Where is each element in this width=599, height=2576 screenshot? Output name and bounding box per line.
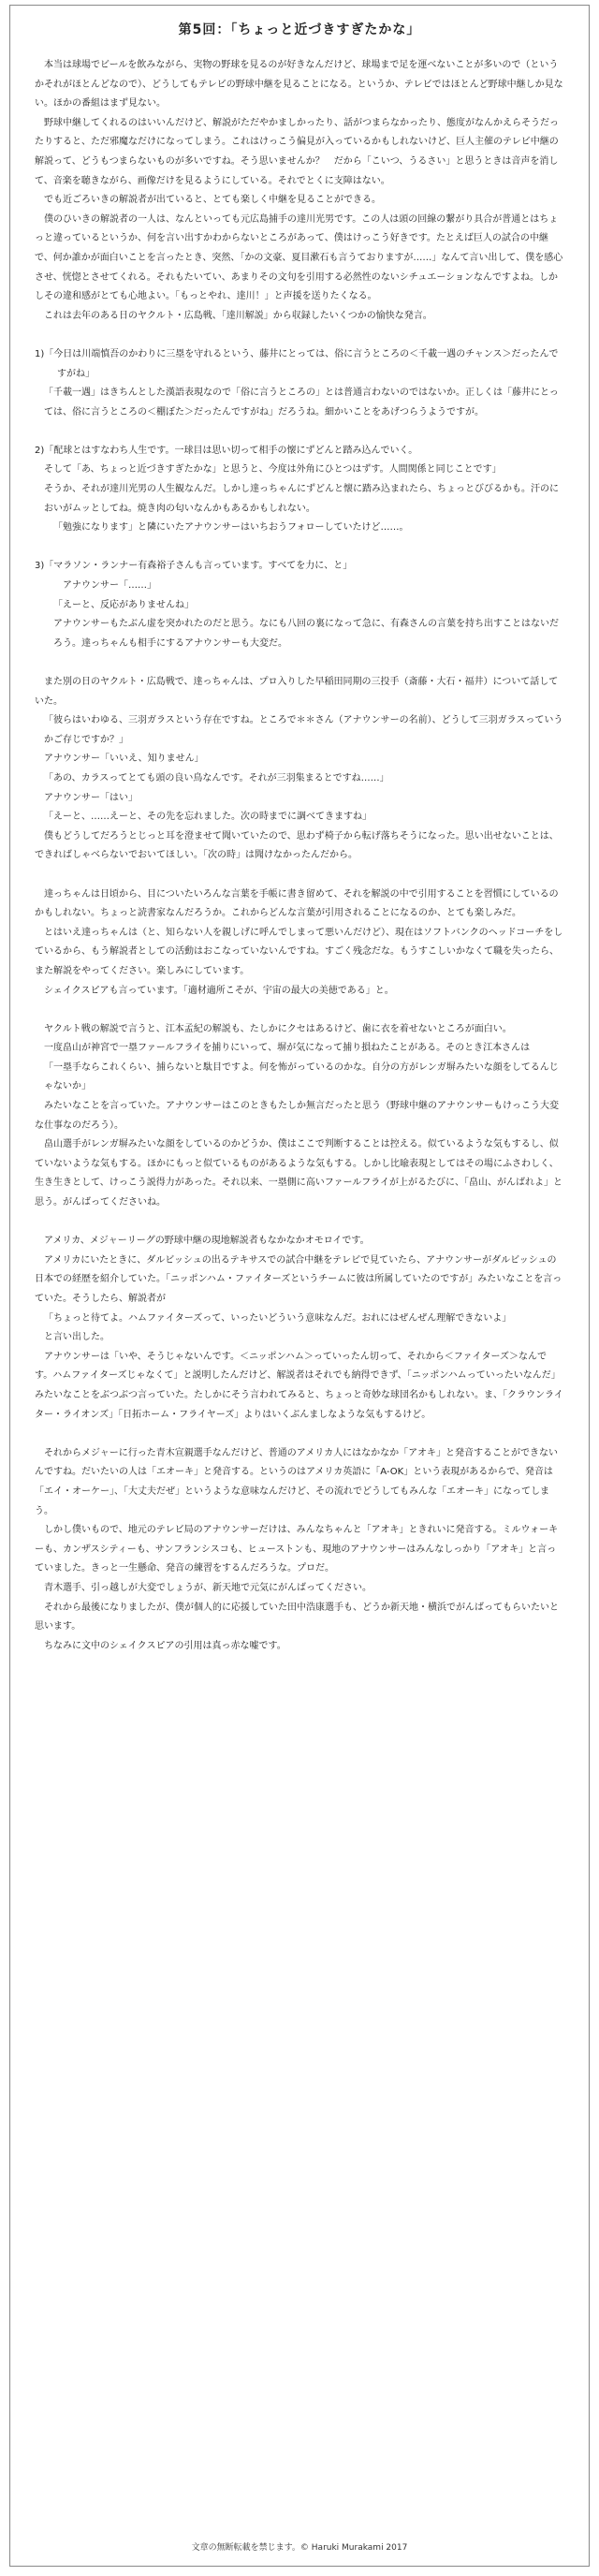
paragraph: 一度畠山が神宮で一塁ファールフライを捕りにいって、塀が気になって捕り損ねたことがある。そのとき江本さんは xyxy=(44,1043,531,1054)
quote-item-1: 1)「今日は川端慎吾のかわりに三塁を守れるという、藤井にとっては、俗に言うところの＜千載一遇のチャンス＞だったんですがね」 xyxy=(35,348,559,379)
paragraph: それから最後になりましたが、僕が個人的に応援していた田中浩康選手も、どうか新天地・横浜でがんばってもらいたいと思います。 xyxy=(35,1602,559,1632)
paragraph: アナウンサー「はい」 xyxy=(44,792,138,803)
spacer xyxy=(35,653,564,673)
article-page xyxy=(9,5,590,2567)
quote-item-2: 2)「配球とはすなわち人生です。一球目は思い切って相手の懐にずどんと踏み込んでいく。 xyxy=(35,445,418,456)
paragraph: しかし僕いもので、地元のテレビ局のアナウンサーだけは、みんなちゃんと「アオキ」ときれいに発音する。ミルウォーキーも、カンザスシティーも、サンフランシスコも、ヒューストンも、現地のアナウンサーはみんなしっかり「アオキ」と言っていました。きっと一生懸命、発音の練習をするんだろうな。プロだ。 xyxy=(35,1525,559,1574)
paragraph: 「千載一遇」はきちんとした漢語表現なので「俗に言うところの」とは普通言わないのではないか。正しくは「藤井にとっては、俗に言うところの＜棚ぼた＞だったんですがね」だろうね。細かいことをあげつらうようですが。 xyxy=(44,388,559,417)
spacer xyxy=(35,1425,564,1444)
paragraph: アメリカ、メジャーリーグの野球中継の現地解説者もなかなかオモロイです。 xyxy=(44,1236,370,1247)
paragraph: 「えーと、反応がありませんね」 xyxy=(53,599,194,610)
paragraph: と言い出した。 xyxy=(44,1332,110,1343)
paragraph: アナウンサーは「いや、そうじゃないんです。＜ニッポンハム＞っていったん切って、それから＜ファイターズ＞なんです。ハムファイターズじゃなくて」と説明したんだけど、解説者はそれでも納得できず、「ニッポンハムっていったいなんだ」みたいなことをぶつぶつ言っていた。たしかにそう言われてみると、ちょっと奇妙な球団名かもしれない。ま、「クラウンライター・ライオンズ」「日拓ホーム・フライヤーズ」よりはいくぶんましなような気もするけど。 xyxy=(35,1351,563,1420)
paragraph: 達っちゃんは日頃から、目についたいろんな言葉を手帳に書き留めて、それを解説の中で引用することを習慣にしているのかもしれない。ちょっと読書家なんだろうか。これからどんな言葉が引用されることになるのか、とても楽しみだ。 xyxy=(35,888,559,919)
copyright-notice: 文章の無断転載を禁じます。© Haruki Murakami 2017 xyxy=(191,2543,408,2553)
paragraph: それからメジャーに行った青木宣親選手なんだけど、普通のアメリカ人にはなかなか「アオキ」と発音することができないんですね。だいたいの人は「エオーキ」と発音する。というのはアメリカ英語に「A-OK」という表現があるからで、発音は「エイ・オーケー」、「大丈夫だぜ」というような意味なんだけど、その流れでどうしてもみんな「エオーキ」になってしまう。 xyxy=(35,1447,558,1516)
paragraph: 野球中継してくれるのはいいんだけど、解説がただやかましかったり、話がつまらなかったり、態度がなんかえらそうだったりすると、ただ邪魔なだけになってしまう。これはけっこう偏見が入っているかもしれないけど、巨人主催のテレビ中継の解説って、どうもつまらないものが多いですね。そう思いませんか？ だから「こいつ、うるさい」と思うときは音声を消して、音楽を聴きながら、画像だけを見るようにしている。それでとくに支障はない。 xyxy=(35,117,559,186)
paragraph: 「勉強になります」と隣にいたアナウンサーはいちおうフォローしていたけど……。 xyxy=(53,522,409,534)
paragraph: 僕もどうしてだろうとじっと耳を澄ませて聞いていたので、思わず椅子から転げ落ちそうになった。思い出せないことは、できればしゃべらないでおいてほしい。「次の時」は聞けなかったんだから。 xyxy=(35,830,559,861)
paragraph: また別の日のヤクルト・広島戦で、達っちゃんは、プロ入りした早稲田同期の三投手（斎藤・大石・福井）について話していた。 xyxy=(35,677,559,707)
paragraph: そうか、それが達川光男の人生観なんだ。しかし達っちゃんにずどんと懐に踏み込まれたら、ちょっとびびるかも。汗のにおいがムッとしてね。焼き肉の匂いなんかもあるかもしれない。 xyxy=(44,484,559,514)
spacer xyxy=(35,1213,564,1233)
spacer xyxy=(35,538,564,558)
paragraph: アメリカにいたときに、ダルビッシュの出るテキサスでの試合中継をテレビで見ていたら、アナウンサーがダルビッシュの日本での経歴を紹介していた。「ニッポンハム・ファイターズというチームに彼は所属していたのですが」みたいなことを言っていた。そうしたら、解説者が xyxy=(35,1254,562,1304)
paragraph: みたいなことを言っていた。アナウンサーはこのときもたしか無言だったと思う（野球中継のアナウンサーもけっこう大変な仕事なのだろう）。 xyxy=(35,1101,559,1131)
spacer xyxy=(35,326,564,345)
spacer xyxy=(35,1001,564,1020)
paragraph: アナウンサー「……」 xyxy=(63,580,156,592)
paragraph: そして「あ、ちょっと近づきすぎたかな」と思うと、今度は外角にひとつはずす。人間関係と同じことです」 xyxy=(44,464,502,476)
paragraph: 「彼らはいわゆる、三羽ガラスという存在ですね。ところで＊＊さん（アナウンサーの名前）、どうして三羽ガラスっていうかご存じですか？」 xyxy=(44,715,563,745)
paragraph: アナウンサー「いいえ、知りません」 xyxy=(44,754,204,765)
paragraph: 「ちょっと待てよ。ハムファイターズって、いったいどういう意味なんだ。おれにはぜんぜん理解できないよ」 xyxy=(44,1312,512,1324)
paragraph: 「あの、カラスってとても頭の良い鳥なんです。それが三羽集まるとですね……」 xyxy=(44,772,389,783)
spacer xyxy=(35,422,564,442)
paragraph: 「一塁手ならこれくらい、捕らないと駄目ですよ。何を怖がっているのかな。自分の方がレンガ塀みたいな顔をしてるんじゃないか」 xyxy=(44,1061,559,1092)
quote-item-3: 3)「マラソン・ランナー有森裕子さんも言っています。すべてを力に、と」 xyxy=(35,561,353,572)
paragraph: 本当は球場でビールを飲みながら、実物の野球を見るのが好きなんだけど、球場まで足を運べないことが多いので（というかそれがほとんどなので）、どうしてもテレビの野球中継を見ることになる。というか、テレビではほとんど野球中継しか見ない。ほかの番組はまず見ない。 xyxy=(35,60,563,110)
paragraph: ちなみに文中のシェイクスピアの引用は真っ赤な嘘です。 xyxy=(44,1640,286,1651)
paragraph: これは去年のある日のヤクルト・広島戦、「達川解説」から収録したいくつかの愉快な発言。 xyxy=(44,310,432,321)
paragraph: 「えーと、……えーと、その先を忘れました。次の時までに調べてきますね」 xyxy=(44,812,372,823)
paragraph: シェイクスピアも言っています。「適材適所こそが、宇宙の最大の美徳である」と。 xyxy=(44,985,394,996)
spacer xyxy=(35,866,564,886)
article-body xyxy=(35,56,564,1656)
article-title: 第5回：「ちょっと近づきすぎたかな」 xyxy=(178,22,421,37)
paragraph: アナウンサーもたぶん虚を突かれたのだと思う。なにも八回の裏になって急に、有森さんの言葉を持ち出すことはないだろう。達っちゃんも相手にするアナウンサーも大変だ。 xyxy=(53,619,559,649)
paragraph: 畠山選手がレンガ塀みたいな顔をしているのかどうか、僕はここで判断することは控える。似ているような気もするし、似ていないような気もする。ほかにもっと似ているものがあるような気もする。しかし比喩表現としてはその場にふさわしく、生き生きとして、けっこう説得力があった。それ以来、一塁側に高いファールフライが上がるたびに、「畠山、がんばれよ」と思う。がんばってくださいね。 xyxy=(35,1139,562,1208)
paragraph: ヤクルト戦の解説で言うと、江本孟紀の解説も、たしかにクセはあるけど、歯に衣を着せないところが面白い。 xyxy=(44,1023,512,1034)
paragraph: でも近ごろいきの解説者が出ていると、とても楽しく中継を見ることができる。 xyxy=(44,195,381,206)
paragraph: とはいえ達っちゃんは（と、知らない人を親しげに呼んでしまって悪いんだけど）、現在はソフトバンクのヘッドコーチをしているから、もう解説者としての活動はおこなっていないんですね。すごく残念だな。もうすこしいかなくて職を失ったら、また解説をやってください。楽しみにしています。 xyxy=(35,927,563,976)
paragraph: 僕のひいきの解説者の一人は、なんといっても元広島捕手の達川光男です。この人は頭の回線の繋がり具合が普通とはちょっと違っているというか、何を言い出すかわからないところがあって、僕はけっこう好きです。たとえば巨人の試合の中継で、何か誰かが面白いことを言ったとき、突然、「かの文豪、夏目漱石も言うておりますが……」なんて言い出して、僕を感心させ、恍惚とさせてくれる。それもたいてい、あまりその文句を引用する必然性のないシチュエーションなんですよね。しかしその違和感がとても心地よい。「もっとやれ、達川！」と声援を送りたくなる。 xyxy=(35,213,563,302)
paragraph: 青木選手、引っ越しが大変でしょうが、新天地で元気にがんばってください。 xyxy=(44,1582,372,1593)
